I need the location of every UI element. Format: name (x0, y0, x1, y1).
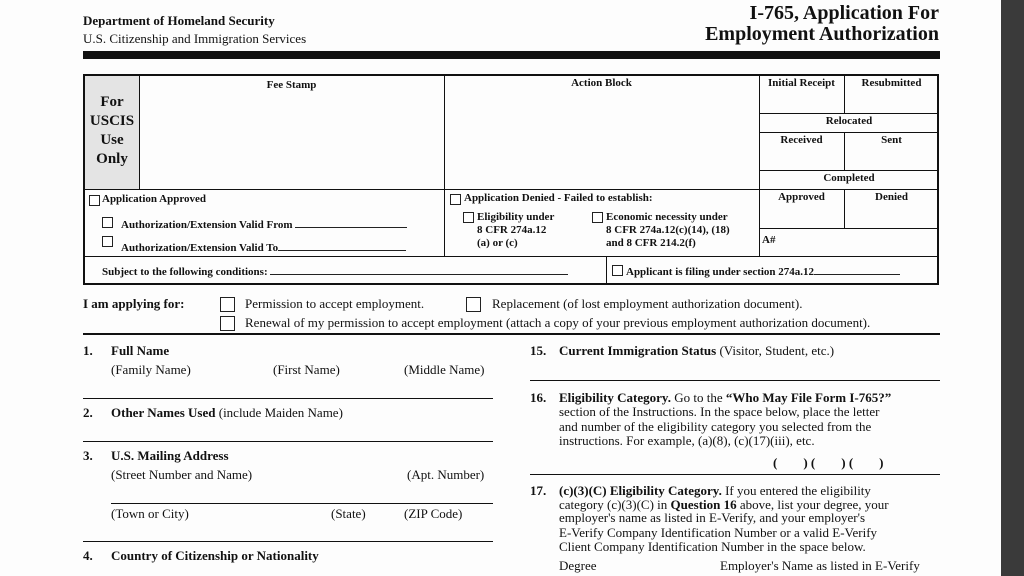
q15-number: 15. (530, 343, 547, 358)
q3-town-input-line[interactable] (83, 541, 493, 542)
valid-from-label: Authorization/Extension Valid From (121, 216, 407, 231)
q3-zip: (ZIP Code) (404, 506, 463, 521)
app-denied-label: Application Denied - Failed to establish: (464, 192, 653, 204)
economic-necessity-checkbox[interactable] (592, 212, 603, 223)
q1-input-line[interactable] (83, 398, 493, 399)
q3-town: (Town or City) (111, 506, 189, 521)
q3-street: (Street Number and Name) (111, 467, 253, 482)
renewal-label: Renewal of my permission to accept employment (attach a copy of your previous employment authorization document). (245, 315, 871, 330)
q3-apt: (Apt. Number) (407, 467, 485, 482)
applying-for-label: I am applying for: (83, 296, 185, 311)
department-name: Department of Homeland Security (83, 13, 275, 28)
renewal-checkbox[interactable] (220, 316, 235, 331)
eligibility-under-checkbox[interactable] (463, 212, 474, 223)
replacement-checkbox[interactable] (466, 297, 481, 312)
q16-category-parens[interactable]: ( ) ( ) ( ) (773, 455, 884, 470)
q16-label: Eligibility Category. Go to the “Who May File Form I-765?” (559, 390, 892, 405)
filing-274a12-checkbox[interactable] (612, 265, 623, 276)
filing-274a12-label: Applicant is filing under section 274a.12 (626, 263, 900, 278)
q2-input-line[interactable] (83, 441, 493, 442)
agency-name: U.S. Citizenship and Immigration Services (83, 31, 307, 46)
q15-input-line[interactable] (530, 380, 940, 381)
q3-number: 3. (83, 448, 93, 463)
permission-label: Permission to accept employment. (245, 296, 425, 311)
header-rule (83, 51, 940, 59)
resubmitted-label: Resubmitted (861, 77, 922, 89)
form-title-line1: I-765, Application For (749, 2, 939, 24)
replacement-label: Replacement (of lost employment authorization document). (492, 296, 803, 311)
q17-degree-label: Degree (559, 558, 597, 573)
denied-label: Denied (875, 191, 908, 203)
q17-employer-label: Employer's Name as listed in E-Verify (720, 558, 920, 573)
q4-label: Country of Citizenship or Nationality (111, 548, 319, 563)
economic-necessity-label: Economic necessity under 8 CFR 274a.12(c)(14), (18) and 8 CFR 214.2(f) (606, 211, 730, 249)
q1-family-name: (Family Name) (111, 362, 191, 377)
valid-to-checkbox[interactable] (102, 236, 113, 247)
q4-number: 4. (83, 548, 93, 563)
q17-instructions: employer's name as listed in E-Verify, and your employer's E-Verify Company Identification Number or a valid E-Verify Client Company Identification Number in the space below. (559, 510, 878, 554)
for-uscis-use-only-label: For USCIS Use Only (89, 94, 135, 167)
a-number-label: A# (762, 234, 776, 246)
app-approved-checkbox[interactable] (89, 195, 100, 206)
conditions-label: Subject to the following conditions: (102, 263, 568, 278)
action-block-label: Action Block (571, 77, 632, 89)
initial-receipt-label: Initial Receipt (768, 77, 835, 89)
q17-line2: category (c)(3)(C) in Question 16 above, list your degree, your (559, 497, 889, 512)
approved-label: Approved (778, 191, 825, 203)
q17-number: 17. (530, 483, 547, 498)
app-denied-checkbox[interactable] (450, 194, 461, 205)
q15-label: Current Immigration Status (Visitor, Student, etc.) (559, 343, 835, 358)
app-approved-label: Application Approved (102, 193, 207, 205)
q3-label: U.S. Mailing Address (111, 448, 229, 463)
valid-from-checkbox[interactable] (102, 217, 113, 228)
form-title-line2: Employment Authorization (705, 23, 939, 45)
q16-number: 16. (530, 390, 547, 405)
eligibility-under-label: Eligibility under 8 CFR 274a.12 (a) or (c) (477, 211, 555, 249)
q1-middle-name: (Middle Name) (404, 362, 485, 377)
received-label: Received (780, 134, 823, 146)
sent-label: Sent (881, 134, 902, 146)
fee-stamp-label: Fee Stamp (266, 79, 317, 91)
q2-label: Other Names Used (include Maiden Name) (111, 405, 343, 420)
q17-label: (c)(3)(C) Eligibility Category. If you entered the eligibility (559, 483, 871, 498)
q1-first-name: (First Name) (273, 362, 340, 377)
q16-instructions: section of the Instructions. In the space below, place the letter and number of the eligibility category you selected from the instructions. For example, (a)(8), (c)(17)(iii), etc. (559, 404, 880, 448)
valid-to-label: Authorization/Extension Valid To (121, 239, 406, 254)
q3-street-input-line[interactable] (111, 503, 493, 504)
q1-number: 1. (83, 343, 93, 358)
permission-checkbox[interactable] (220, 297, 235, 312)
q1-label: Full Name (111, 343, 170, 358)
q3-state: (State) (331, 506, 366, 521)
completed-label: Completed (823, 172, 875, 184)
q2-number: 2. (83, 405, 93, 420)
relocated-label: Relocated (825, 115, 873, 127)
